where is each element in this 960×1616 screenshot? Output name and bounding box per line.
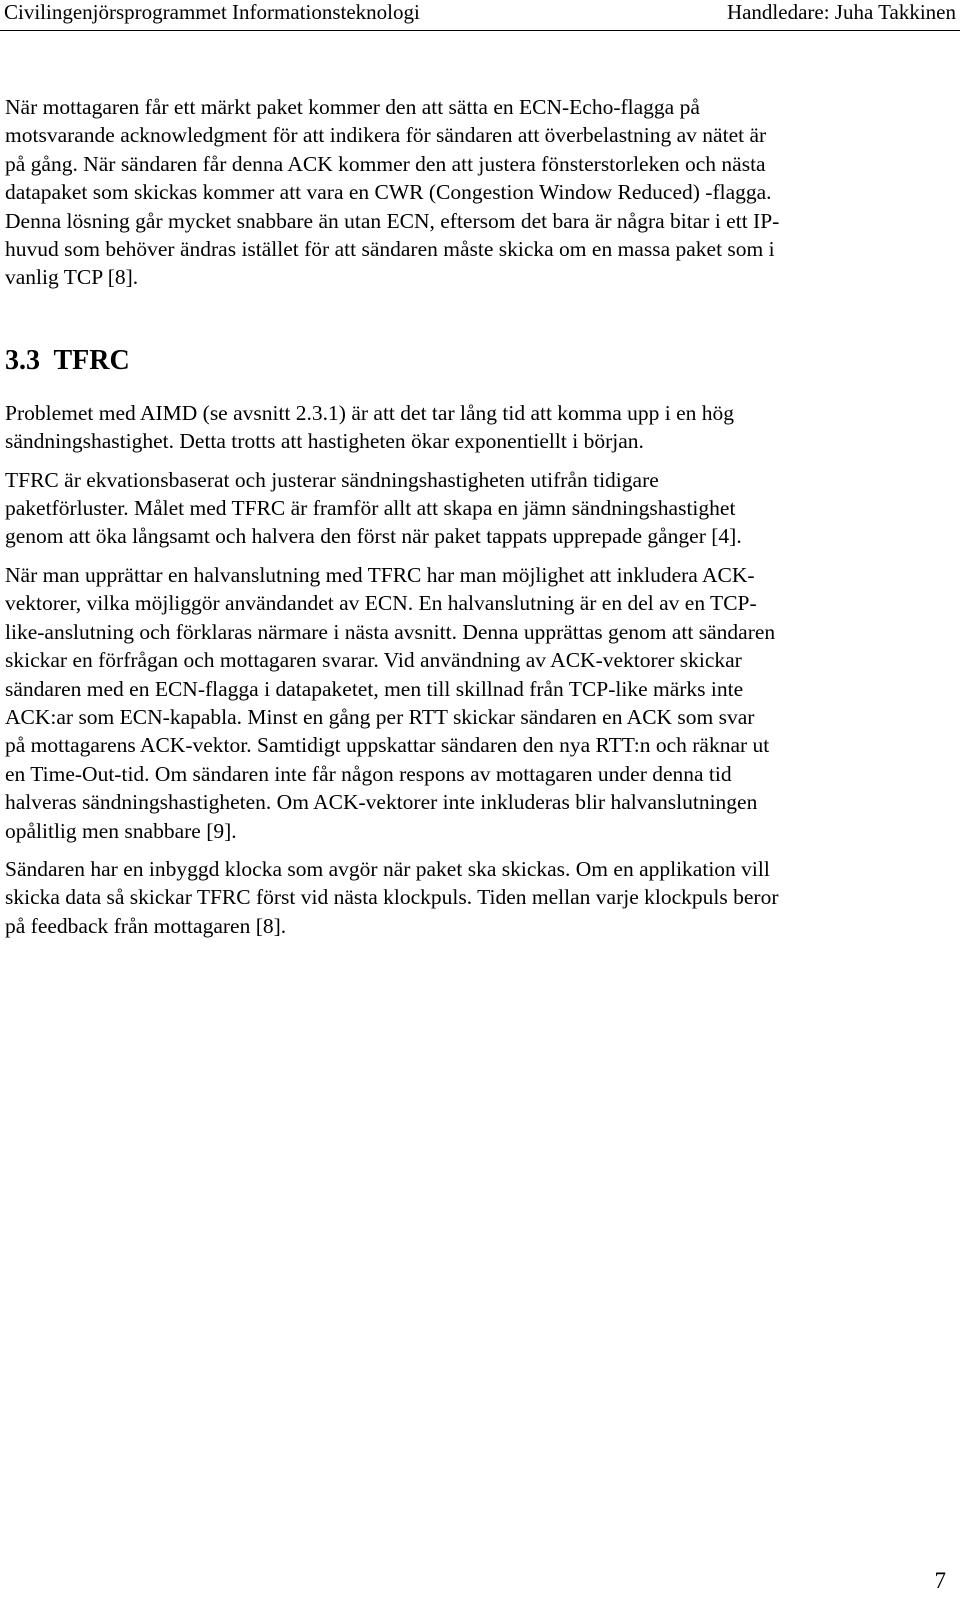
paragraph-aimd: Problemet med AIMD (se avsnitt 2.3.1) är att det tar lång tid att komma upp i en hög sändningshastighet. Detta trotts att hastigheten ökar exponentiellt i början. [5,400,735,454]
header-program: Civilingenjörsprogrammet Informationsteknologi [4,0,420,24]
paragraph-ecn: När mottagaren får ett märkt paket kommer den att sätta en ECN-Echo-flagga på motsvarande acknowledgment för att indikera för sändaren att överbelastning av nätet är på gång. När sändaren får denna ACK kommer den att justera fönsterstorleken och nästa datapaket som skickas kommer att vara en CWR (Congestion Window Reduced) -flagga. Denna lösning går mycket snabbare än utan ECN, eftersom det bara är några bitar i ett IP-huvud som behöver ändras istället för att sändaren måste skicka om en massa paket som i vanlig TCP [8]. [5,95,780,290]
paragraph-clock: Sändaren har en inbyggd klocka som avgör när paket ska skickas. Om en applikation vill skicka data så skickar TFRC först vid nästa klockpuls. Tiden mellan varje klockpuls beror på feedback från mottagaren [8]. [5,856,779,938]
header-rule [0,30,960,31]
page-number: 7 [934,1568,946,1593]
section-heading: 3.3 TFRC [5,344,130,376]
document-body [5,93,780,950]
header-supervisor: Handledare: Juha Takkinen [726,0,956,24]
paragraph-half-connection: När man upprättar en halvanslutning med TFRC har man möjlighet att inkludera ACK-vektorer, vilka möjliggör användandet av ECN. En halvanslutning är en del av en TCP-like-anslutning och förklaras närmare i nästa avsnitt. Denna upprättas genom att sändaren skickar en förfrågan och mottagaren svarar. Vid användning av ACK-vektorer skickar sändaren med en ECN-flagga i datapaketet, men till skillnad från TCP-like märks inte ACK:ar som ECN-kapabla. Minst en gång per RTT skickar sändaren en ACK som svar på mottagarens ACK-vektor. Samtidigt uppskattar sändaren den nya RTT:n och räknar ut en Time-Out-tid. Om sändaren inte får någon respons av mottagaren under denna tid halveras sändningshastigheten. Om ACK-vektorer inte inkluderas blir halvanslutningen opålitlig men snabbare [9]. [5,562,776,843]
paragraph-tfrc-equation: TFRC är ekvationsbaserat och justerar sändningshastigheten utifrån tidigare paketförluster. Målet med TFRC är framför allt att skapa en jämn sändningshastighet genom att öka långsamt och halvera den först när paket tappats upprepade gånger [4]. [5,467,742,549]
page-header [0,0,960,34]
